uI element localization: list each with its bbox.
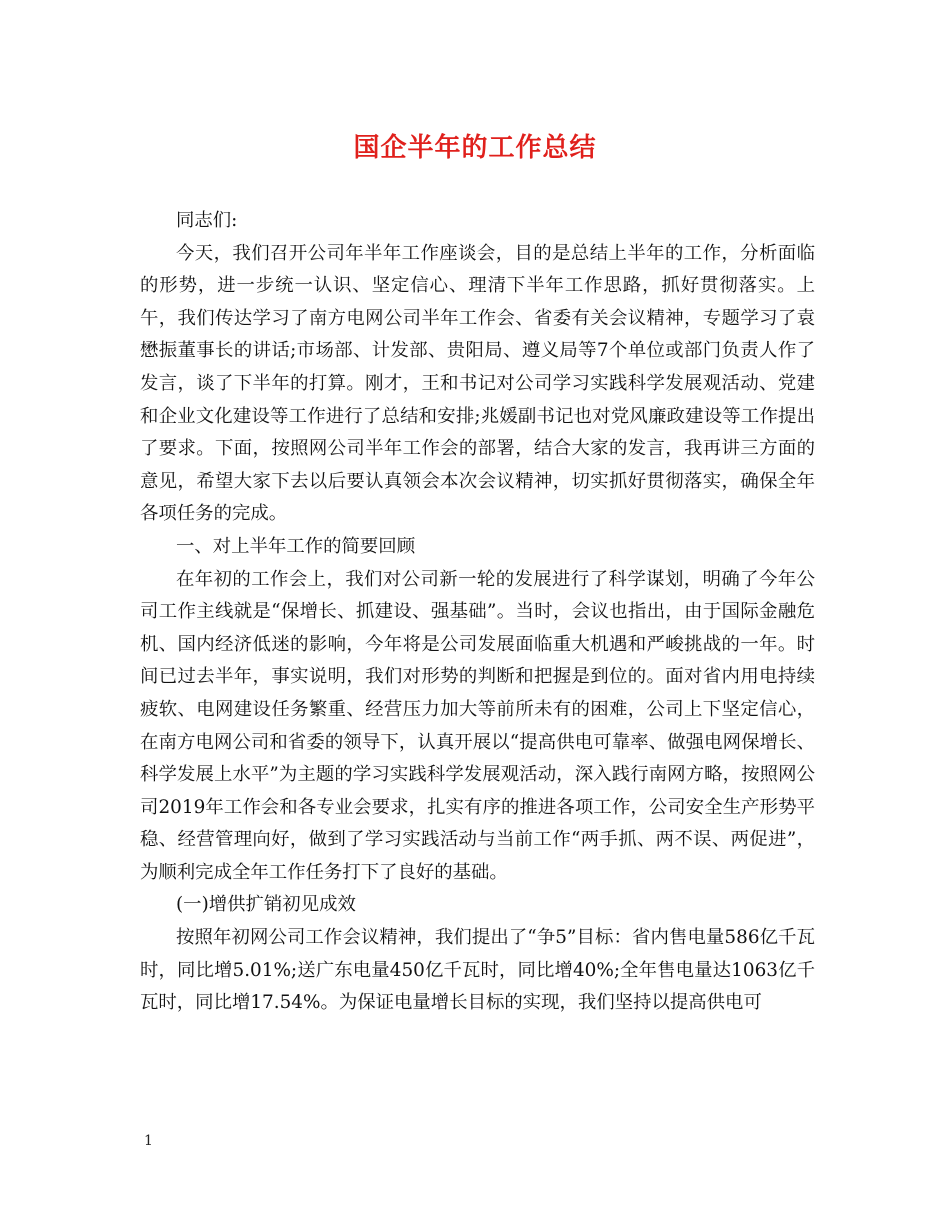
sales-paragraph: 按照年初网公司工作会议精神，我们提出了“争5”目标：省内售电量586亿千瓦时，同比增5.01%;送广东电量450亿千瓦时，同比增40%;全年售电量达1063亿千瓦时，同比增17.54%。为保证电量增长目标的实现，我们坚持以提高供电可 [140, 927, 815, 1014]
section-heading-1: 一、对上半年工作的简要回顾 [176, 535, 416, 557]
document-body [140, 205, 815, 1020]
review-paragraph: 在年初的工作会上，我们对公司新一轮的发展进行了科学谋划，明确了今年公司工作主线就是“保增长、抓建设、强基础”。当时，会议也指出，由于国际金融危机、国内经济低迷的影响，今年将是公司发展面临重大机遇和严峻挑战的一年。时间已过去半年，事实说明，我们对形势的判断和把握是到位的。面对省内用电持续疲软、电网建设任务繁重、经营压力加大等前所未有的困难，公司上下坚定信心，在南方电网公司和省委的领导下，认真开展以“提高供电可靠率、做强电网保增长、科学发展上水平”为主题的学习实践科学发展观活动，深入践行南网方略，按照网公司2019年工作会和各专业会要求，扎实有序的推进各项工作，公司安全生产形势平稳、经营管理向好，做到了学习实践活动与当前工作“两手抓、两不误、两促进”，为顺利完成全年工作任务打下了良好的基础。 [140, 568, 815, 883]
salutation-paragraph: 同志们: [176, 210, 238, 231]
subsection-heading-1: (一)增供扩销初见成效 [176, 894, 356, 916]
document-title: 国企半年的工作总结 [353, 133, 597, 163]
page-number: 1 [144, 1133, 153, 1149]
intro-paragraph: 今天，我们召开公司年半年工作座谈会，目的是总结上半年的工作，分析面临的形势，进一步统一认识、坚定信心、理清下半年工作思路，抓好贯彻落实。上午，我们传达学习了南方电网公司半年工作会、省委有关会议精神，专题学习了袁懋振董事长的讲话;市场部、计发部、贵阳局、遵义局等7个单位或部门负责人作了发言，谈了下半年的打算。刚才，王和书记对公司学习实践科学发展观活动、党建和企业文化建设等工作进行了总结和安排;兆媛副书记也对党风廉政建设等工作提出了要求。下面，按照网公司半年工作会的部署，结合大家的发言，我再讲三方面的意见，希望大家下去以后要认真领会本次会议精神，切实抓好贯彻落实，确保全年各项任务的完成。 [140, 242, 815, 525]
